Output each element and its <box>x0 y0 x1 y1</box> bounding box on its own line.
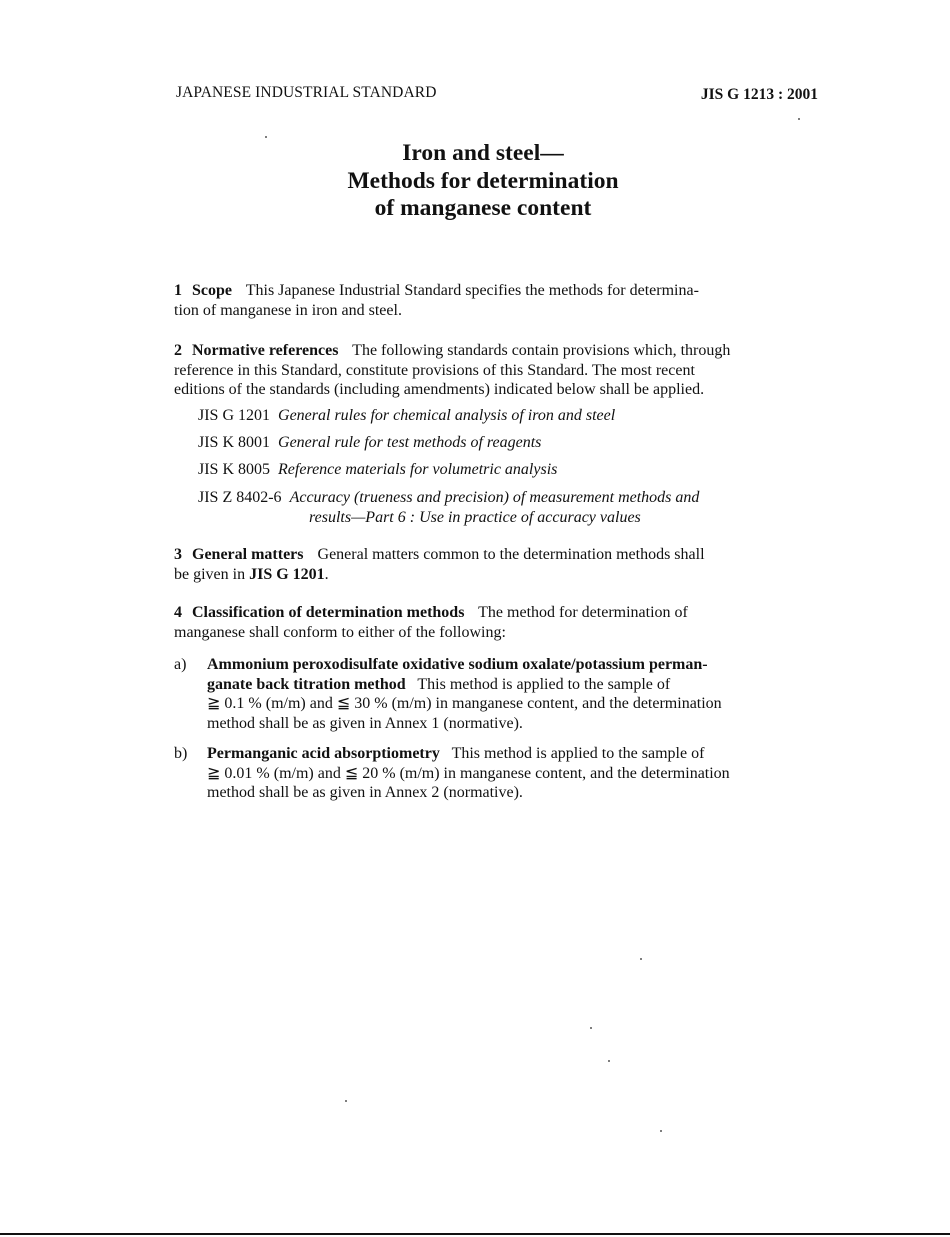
method-name: Ammonium peroxodisulfate oxidative sodium oxalate/potassium perman- <box>207 656 708 673</box>
section-text: The following standards contain provisions which, through <box>352 342 731 359</box>
standard-number: JIS G 1213 : 2001 <box>700 86 818 103</box>
method-name-continued: ganate back titration method <box>207 675 406 693</box>
section-heading: Scope <box>192 282 232 299</box>
reference-code: JIS K 8005 <box>198 461 271 478</box>
section-classification <box>174 603 820 642</box>
section-text: manganese shall conform to either of the following: <box>174 623 506 641</box>
section-general-matters <box>174 545 820 584</box>
reference-title: General rules for chemical analysis of iron and steel <box>278 407 616 424</box>
section-number: 2 <box>174 342 182 359</box>
section-text: tion of manganese in iron and steel. <box>174 301 402 319</box>
title-line-3: of manganese content <box>374 195 592 221</box>
method-text: ≧ 0.01 % (m/m) and ≦ 20 % (m/m) in manganese content, and the determination <box>207 764 730 782</box>
method-text: ≧ 0.1 % (m/m) and ≦ 30 % (m/m) in manganese content, and the determination <box>207 695 722 712</box>
standard-org-label: JAPANESE INDUSTRIAL STANDARD <box>176 84 437 101</box>
reference-item <box>198 433 822 453</box>
section-text: This Japanese Industrial Standard specifies the methods for determina- <box>245 282 699 299</box>
section-heading: General matters <box>192 546 304 563</box>
section-scope <box>174 281 820 320</box>
method-text: method shall be as given in Annex 1 (normative). <box>207 714 523 732</box>
title-line-1: Iron and steel— <box>402 140 564 166</box>
method-item-a <box>174 655 820 733</box>
scan-speck <box>265 136 267 138</box>
section-text: General matters common to the determination methods shall <box>317 546 705 563</box>
section-number: 1 <box>174 282 182 299</box>
page-title <box>0 140 950 223</box>
reference-title: Reference materials for volumetric analysis <box>278 461 558 478</box>
section-text: reference in this Standard, constitute provisions of this Standard. The most recent <box>174 361 695 379</box>
section-number: 4 <box>174 604 182 621</box>
item-label: a) <box>174 656 187 673</box>
scan-speck <box>640 958 642 960</box>
reference-code: JIS Z 8402-6 <box>198 489 282 506</box>
reference-title: Accuracy (trueness and precision) of measurement methods and <box>289 489 700 506</box>
reference-title: General rule for test methods of reagents <box>278 434 542 451</box>
scan-speck <box>608 1060 610 1062</box>
section-text: be given in <box>174 565 246 583</box>
reference-item <box>198 406 822 426</box>
section-text: The method for determination of <box>478 604 688 621</box>
referenced-standard: JIS G 1201 <box>249 565 325 583</box>
scan-speck <box>590 1027 592 1029</box>
scan-speck <box>345 1100 347 1102</box>
method-name: Permanganic acid absorptiometry <box>207 745 440 762</box>
title-line-2: Methods for determination <box>347 167 619 194</box>
method-item-b <box>174 744 820 803</box>
section-normative-references <box>174 341 820 400</box>
reference-title-continued: results—Part 6 : Use in practice of accuracy values <box>309 508 641 526</box>
reference-item <box>198 460 822 480</box>
section-text: editions of the standards (including amendments) indicated below shall be applied. <box>174 381 705 398</box>
item-label: b) <box>174 745 188 762</box>
section-heading: Normative references <box>192 342 339 359</box>
section-number: 3 <box>174 546 182 563</box>
bottom-rule <box>0 1233 950 1235</box>
scan-speck <box>660 1130 662 1132</box>
method-text: method shall be as given in Annex 2 (normative). <box>207 784 523 801</box>
method-text: This method is applied to the sample of <box>451 745 705 762</box>
scan-speck <box>798 118 800 120</box>
reference-code: JIS K 8001 <box>198 434 271 451</box>
section-heading: Classification of determination methods <box>192 604 465 621</box>
method-text: This method is applied to the sample of <box>417 675 671 693</box>
reference-item <box>198 488 822 527</box>
reference-code: JIS G 1201 <box>198 407 271 424</box>
punctuation: . <box>324 565 329 583</box>
